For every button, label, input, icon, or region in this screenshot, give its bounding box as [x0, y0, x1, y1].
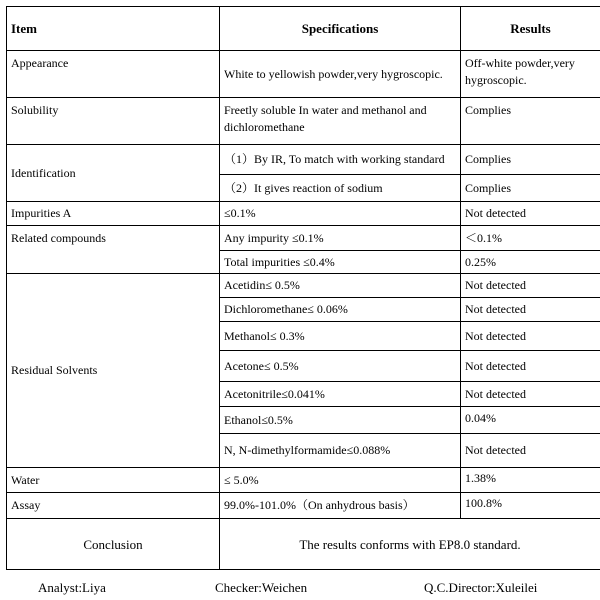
checker-signature: Checker:Weichen [215, 580, 308, 595]
residual-solvents-item: Residual Solvents [7, 274, 220, 468]
identification-spec-1: （1）By IR, To match with working standard [220, 145, 461, 175]
table-row [7, 468, 600, 493]
header-item: Item [7, 7, 220, 51]
specification-table-sheet [6, 6, 600, 570]
water-item: Water [7, 468, 220, 493]
related-spec-2: Total impurities ≤0.4% [220, 251, 461, 274]
assay-item: Assay [7, 493, 220, 519]
solubility-item: Solubility [7, 98, 220, 145]
impurities-a-result: Not detected [461, 202, 600, 226]
solubility-spec: Freetly soluble In water and methanol and dichloromethane [220, 98, 461, 145]
assay-result: 100.8% [461, 493, 600, 519]
header-results: Results [461, 7, 600, 51]
identification-result-2: Complies [461, 175, 600, 202]
water-result: 1.38% [461, 468, 600, 493]
table-row [7, 98, 600, 145]
solvent-result: Not detected [461, 351, 600, 382]
table-row [7, 493, 600, 519]
signature-footer [0, 580, 600, 600]
solvent-spec: Acetidin≤ 0.5% [220, 274, 461, 298]
solubility-result: Complies [461, 98, 600, 145]
impurities-a-spec: ≤0.1% [220, 202, 461, 226]
solvent-result: Not detected [461, 322, 600, 351]
table-row [7, 51, 600, 98]
water-spec: ≤ 5.0% [220, 468, 461, 493]
table-row [7, 226, 600, 251]
related-spec-1: Any impurity ≤0.1% [220, 226, 461, 251]
table-row [7, 145, 600, 175]
identification-item: Identification [7, 145, 220, 202]
conclusion-text: The results conforms with EP8.0 standard. [220, 519, 600, 570]
results-table [6, 6, 600, 570]
related-result-2: 0.25% [461, 251, 600, 274]
conclusion-label: Conclusion [7, 519, 220, 570]
conclusion-row [7, 519, 600, 570]
table-row [7, 202, 600, 226]
qc-director-signature: Q.C.Director:Xuleilei [424, 580, 538, 595]
appearance-item: Appearance [7, 51, 220, 98]
solvent-result: Not detected [461, 434, 600, 468]
analyst-signature: Analyst:Liya [38, 580, 106, 595]
solvent-result: Not detected [461, 298, 600, 322]
solvent-result: Not detected [461, 274, 600, 298]
assay-spec: 99.0%-101.0%（On anhydrous basis） [220, 493, 461, 519]
table-row [7, 274, 600, 298]
header-row [7, 7, 600, 51]
solvent-spec: Methanol≤ 0.3% [220, 322, 461, 351]
solvent-result: 0.04% [461, 407, 600, 434]
solvent-spec: Acetonitrile≤0.041% [220, 382, 461, 407]
appearance-spec: White to yellowish powder,very hygroscopic. [220, 51, 461, 98]
appearance-result: Off-white powder,very hygroscopic. [461, 51, 600, 98]
impurities-a-item: Impurities A [7, 202, 220, 226]
header-specifications: Specifications [220, 7, 461, 51]
solvent-spec: Dichloromethane≤ 0.06% [220, 298, 461, 322]
related-compounds-item: Related compounds [7, 226, 220, 274]
solvent-spec: Ethanol≤0.5% [220, 407, 461, 434]
solvent-result: Not detected [461, 382, 600, 407]
solvent-spec: N, N-dimethylformamide≤0.088% [220, 434, 461, 468]
identification-spec-2: （2）It gives reaction of sodium [220, 175, 461, 202]
solvent-spec: Acetone≤ 0.5% [220, 351, 461, 382]
related-result-1: ＜0.1% [461, 226, 600, 251]
identification-result-1: Complies [461, 145, 600, 175]
